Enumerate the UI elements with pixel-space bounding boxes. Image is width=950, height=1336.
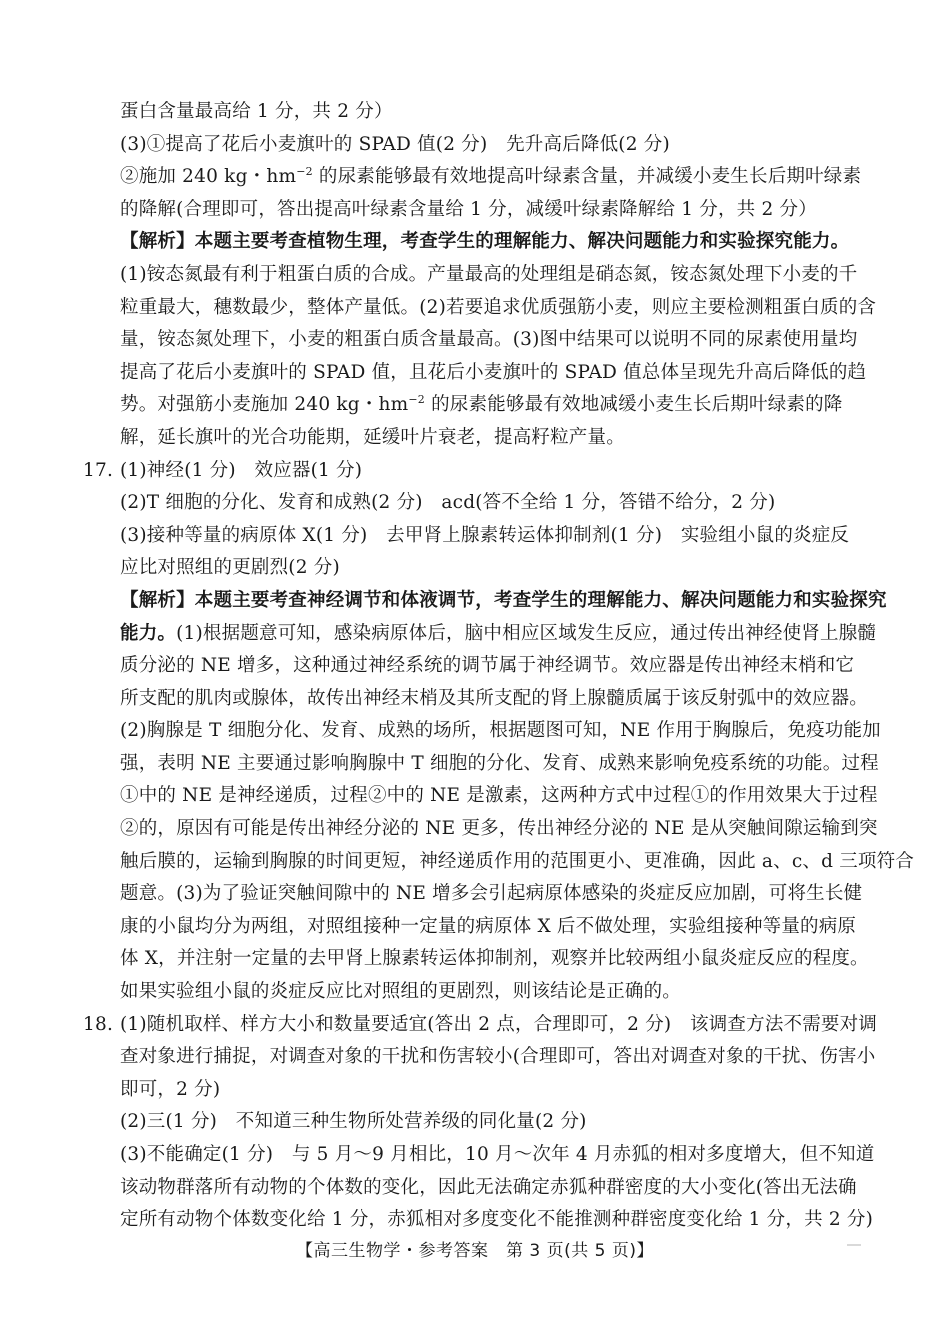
text-line: 提高了花后小麦旗叶的 SPAD 值，且花后小麦旗叶的 SPAD 值总体呈现先升高后降低的趋 bbox=[120, 361, 867, 383]
page-footer: 【高三生物学・参考答案 第 3 页(共 5 页)】 bbox=[295, 1241, 654, 1261]
text-line: 查对象进行捕捉，对调查对象的干扰和伤害较小(合理即可，答出对调查对象的干扰、伤害小 bbox=[120, 1046, 876, 1068]
question-17 bbox=[83, 455, 862, 488]
question-number: 17. bbox=[83, 459, 114, 481]
analysis-heading: 【解析】本题主要考查神经调节和体液调节，考查学生的理解能力、解决问题能力和实验探究 bbox=[120, 589, 887, 611]
text-line: 如果实验组小鼠的炎症反应比对照组的更剧烈，则该结论是正确的。 bbox=[120, 981, 682, 1003]
scan-speck bbox=[847, 1244, 861, 1246]
text-line: (3)接种等量的病原体 X(1 分) 去甲肾上腺素转运体抑制剂(1 分) 实验组小鼠的炎症反 bbox=[120, 524, 850, 546]
exponent: −2 bbox=[296, 165, 313, 179]
answer-body bbox=[83, 96, 914, 1237]
exponent: −2 bbox=[408, 393, 426, 407]
text-segment: ②施加 240 kg・hm bbox=[120, 166, 297, 188]
text-line: 强，表明 NE 主要通过影响胸腺中 T 细胞的分化、发育、成熟来影响免疫系统的功能。过程 bbox=[120, 752, 879, 774]
text-segment: (1)根据题意可知，感染病原体后，脑中相应区域发生反应，通过传出神经使肾上腺髓 bbox=[176, 622, 877, 644]
text-line: (3)不能确定(1 分) 与 5 月～9 月相比，10 月～次年 4 月赤狐的相对多度增大，但不知道 bbox=[120, 1144, 875, 1165]
text-segment: 的尿素能够最有效地减缓小麦生长后期叶绿素的降 bbox=[425, 394, 843, 416]
text-line: 该动物群落所有动物的个体数的变化，因此无法确定赤狐种群密度的大小变化(答出无法确 bbox=[120, 1176, 857, 1198]
text-segment: (1)神经(1 分) 效应器(1 分) bbox=[120, 459, 363, 481]
text-line: ①中的 NE 是神经递质，过程②中的 NE 是激素，这两种方式中过程①的作用效果大于过程 bbox=[120, 785, 878, 807]
analysis-heading-tail: 能力。 bbox=[120, 622, 177, 644]
text-line: 的降解(合理即可，答出提高叶绿素含量给 1 分，减缓叶绿素降解给 1 分，共 2 分） bbox=[120, 198, 817, 220]
text-segment: 势。对强筋小麦施加 240 kg・hm bbox=[120, 394, 409, 416]
text-line bbox=[120, 161, 862, 194]
text-line: 粒重最大，穗数最少，整体产量低。(2)若要追求优质强筋小麦，则应主要检测粗蛋白质的含 bbox=[120, 296, 877, 318]
text-line: (1)铵态氮最有利于粗蛋白质的合成。产量最高的处理组是硝态氮，铵态氮处理下小麦的千 bbox=[120, 263, 858, 285]
text-line bbox=[120, 389, 862, 422]
analysis-heading: 【解析】本题主要考查植物生理，考查学生的理解能力、解决问题能力和实验探究能力。 bbox=[120, 231, 850, 253]
text-segment: 的尿素能够最有效地提高叶绿素含量，并减缓小麦生长后期叶绿素 bbox=[312, 166, 862, 188]
text-line: 即可，2 分) bbox=[120, 1078, 221, 1100]
text-line: 康的小鼠均分为两组，对照组接种一定量的病原体 X 后不做处理，实验组接种等量的病原 bbox=[120, 915, 857, 937]
text-line: ②的，原因有可能是传出神经分泌的 NE 更多，传出神经分泌的 NE 是从突触间隙运输到突 bbox=[120, 818, 878, 840]
text-line bbox=[120, 618, 877, 651]
text-line: (2)胸腺是 T 细胞分化、发育、成熟的场所，根据题图可知，NE 作用于胸腺后，免疫功能加 bbox=[120, 720, 881, 742]
text-line: (2)T 细胞的分化、发育和成熟(2 分) acd(答不全给 1 分，答错不给分，2 分) bbox=[120, 492, 776, 514]
text-line: 触后膜的，运输到胸腺的时间更短，神经递质作用的范围更小、更准确，因此 a、c、d 三项符合 bbox=[120, 850, 914, 872]
text-line: (2)三(1 分) 不知道三种生物所处营养级的同化量(2 分) bbox=[120, 1111, 587, 1133]
text-segment: (1)随机取样、样方大小和数量要适宜(答出 2 点，合理即可，2 分) 该调查方法不需要对调 bbox=[120, 1013, 878, 1035]
text-line: 所支配的肌肉或腺体，故传出神经末梢及其所支配的肾上腺髓质属于该反射弧中的效应器。 bbox=[120, 687, 869, 709]
text-line: 体 X，并注射一定量的去甲肾上腺素转运体抑制剂，观察并比较两组小鼠炎症反应的程度。 bbox=[120, 948, 869, 970]
question-18 bbox=[83, 1009, 878, 1042]
question-number: 18. bbox=[83, 1013, 114, 1035]
text-line: 蛋白含量最高给 1 分，共 2 分） bbox=[120, 101, 393, 122]
text-line: 定所有动物个体数变化给 1 分，赤狐相对多度变化不能推测种群密度变化给 1 分，共 2 分) bbox=[120, 1209, 874, 1231]
text-line: 解，延长旗叶的光合功能期，延缓叶片衰老，提高籽粒产量。 bbox=[120, 426, 625, 448]
text-line: 题意。(3)为了验证突触间隙中的 NE 增多会引起病原体感染的炎症反应加剧，可将生长健 bbox=[120, 883, 863, 905]
text-line: 量，铵态氮处理下，小麦的粗蛋白质含量最高。(3)图中结果可以说明不同的尿素使用量均 bbox=[120, 329, 858, 351]
text-line: 应比对照组的更剧烈(2 分) bbox=[120, 557, 340, 579]
text-line: 质分泌的 NE 增多，这种通过神经系统的调节属于神经调节。效应器是传出神经末梢和它 bbox=[120, 655, 855, 677]
text-line: (3)①提高了花后小麦旗叶的 SPAD 值(2 分) 先升高后降低(2 分) bbox=[120, 133, 670, 155]
